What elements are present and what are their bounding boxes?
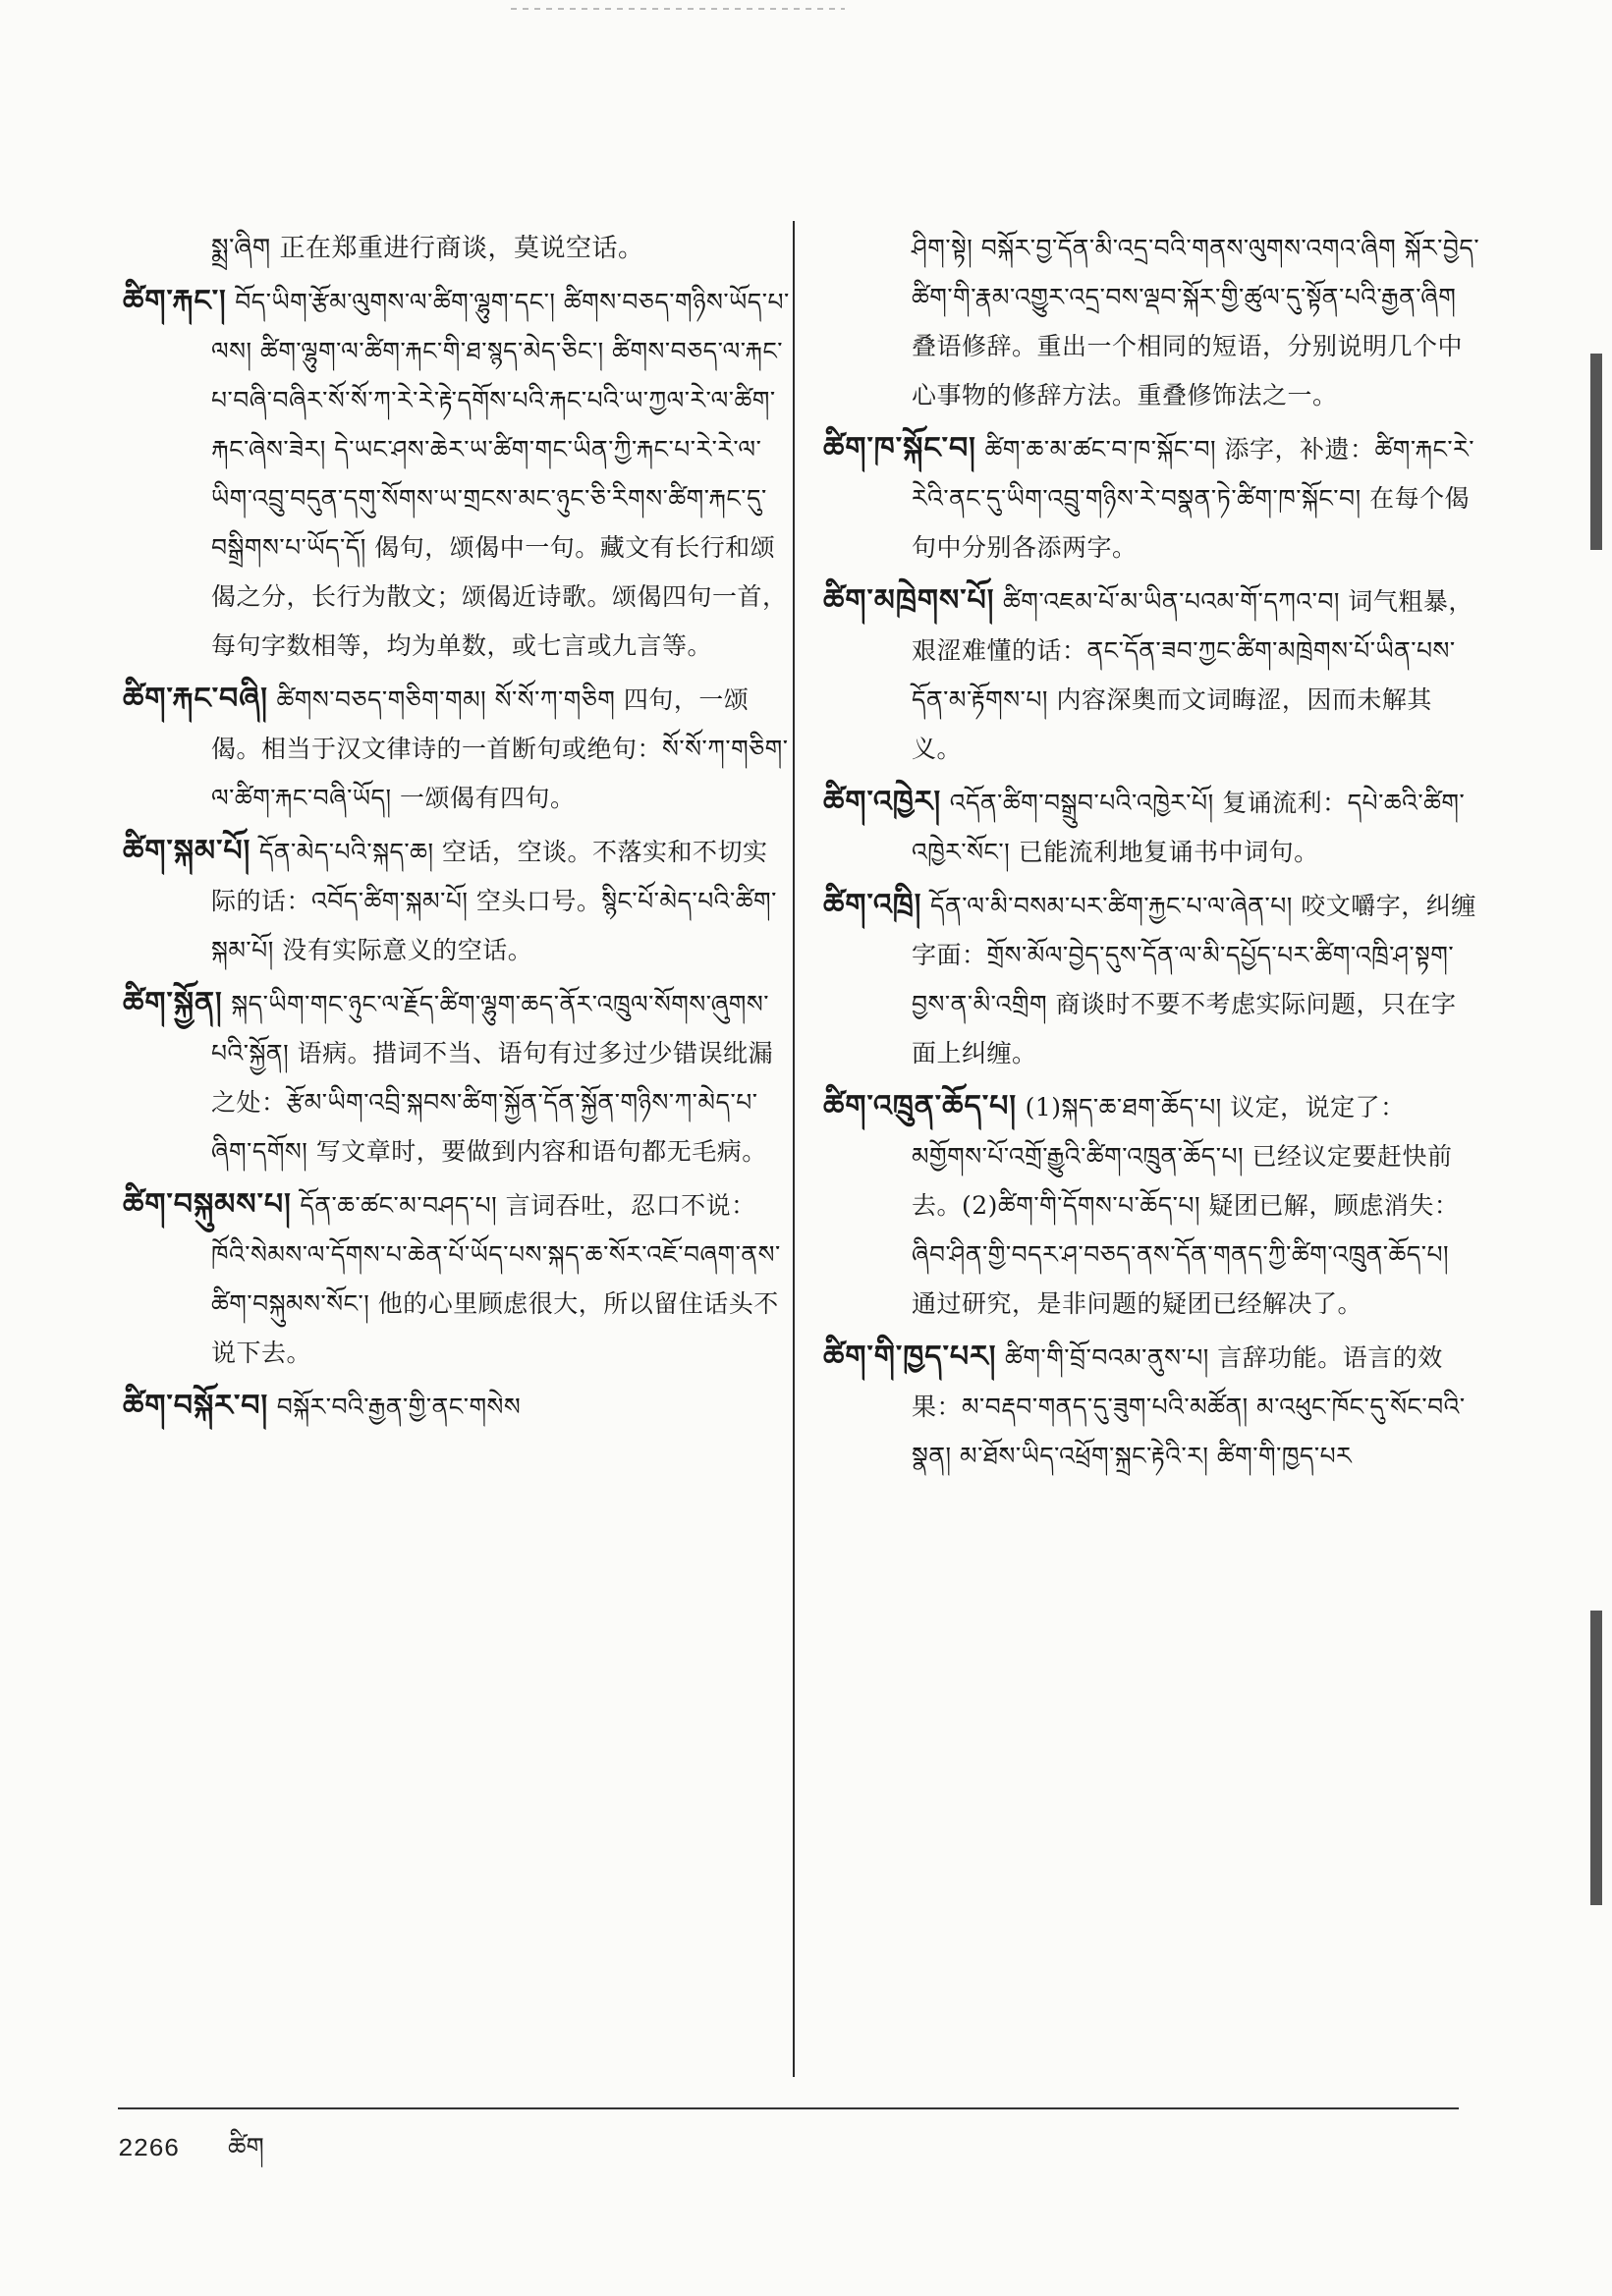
dictionary-entry (823, 881, 1481, 1078)
entry-continuation: སྨྲ་ཞིག 正在郑重进行商谈，莫说空话。 (211, 234, 644, 263)
edge-mark (1590, 354, 1602, 550)
entry-headword: ཚིག་རྐང་། (123, 284, 227, 318)
dictionary-entry (123, 1382, 791, 1432)
page-footer (118, 2119, 298, 2191)
entry-definition: དོན་ལ་མི་བསམ་པར་ཚིག་རྐྱང་པ་ལ་ཞེན་པ། 咬文嚼字，纠缠字面：གྲོས་མོལ་བྱེད་དུས་དོན་ལ་མི་དཔྱོད་པར་ཚིག་འཁྲི་ཤ་སྟག་བྱས་ན་མི་འགྲིག 商谈时不要不考虑实际问题，只在字面上纠缠。 (912, 892, 1476, 1067)
left-column (123, 224, 791, 2090)
dictionary-entry (123, 979, 791, 1176)
entry-definition: དོན་ཆ་ཚང་མ་བཤད་པ། 言词吞吐，忍口不说：ཁོའི་སེམས་ལ་དོགས་པ་ཆེན་པོ་ཡོད་པས་སྐད་ཆ་སོར་འཇོ་བཞག་ནས་ཚིག་བསྐུམས་སོང་། 他的心里顾虑很大，所以留住话头不说下去。 (211, 1191, 781, 1367)
entry-headword: ཚིག་སྐམ་པོ། (123, 834, 251, 868)
dictionary-entry (823, 424, 1481, 573)
entry-definition: འདོན་ཚིག་བསྒྲུབ་པའི་འཁྱེར་པོ། 复诵流利：དཔེ་ཆའི་ཚིག་འཁྱེར་སོང་། 已能流利地复诵书中词句。 (912, 789, 1466, 866)
entry-definition: བོད་ཡིག་རྩོམ་ལུགས་ལ་ཚིག་ལྷུག་དང་། ཚིགས་བཅད་གཉིས་ཡོད་པ་ལས། ཚིག་ལྷུག་ལ་ཚིག་རྐང་གི་ཐ་སྙད་མེད་ཅིང་། ཚིགས་བཅད་ལ་རྐང་པ་བཞི་བཞིར་སོ་སོ་ཀ་རེ་རེ་རྟེ་དགོས་པའི་རྐང་པའི་ཡ་ཀྱལ་རེ་ལ་ཚིག་རྐང་ཞེས་ཟེར། དེ་ཡང་ཤས་ཆེར་ཡ་ཚིག་གང་ཡིན་ཀྱི་རྐང་པ་རེ་རེ་ལ་ཡིག་འབྲུ་བདུན་དགུ་སོགས་ཡ་གྲངས་མང་ཉུང་ཅི་རིགས་ཚིག་རྐང་དུ་བསྒྲིགས་པ་ཡོད་དོ། 偈句，颂偈中一句。藏文有长行和颂偈之分，长行为散文；颂偈近诗歌。颂偈四句一首，每句字数相等，均为单数，或七言或九言等。 (211, 288, 790, 660)
dictionary-entry (123, 675, 791, 823)
dictionary-entry (123, 827, 791, 975)
dictionary-entry (123, 277, 791, 671)
page-number: 2266 (118, 2134, 180, 2163)
entry-headword: ཚིག་རྐང་བཞི། (123, 682, 268, 716)
dictionary-entry (123, 1180, 791, 1378)
scan-artifact (511, 8, 845, 10)
entry-headword: ཚིག་སྐྱོན། (123, 986, 223, 1020)
entry-headword: ཚིག་གི་ཁྱད་པར། (823, 1339, 997, 1374)
entry-definition: ཚིག་འཇམ་པོ་མ་ཡིན་པའམ་གོ་དཀའ་བ། 词气粗暴，艰涩难懂的话：ནང་དོན་ཟབ་ཀྱང་ཚིག་མཁྲེགས་པོ་ཡིན་པས་དོན་མ་རྟོགས་པ། 内容深奥而文词晦涩，因而未解其义。 (912, 587, 1473, 763)
entry-definition: ཚིག་གི་བྲོ་བའམ་ནུས་པ། 言辞功能。语言的效果：མ་བརྡབ་གནད་དུ་ཟུག་པའི་མཚོན། མ་འཕུང་ཁོང་དུ་སོང་བའི་སྣན། མ་ཐོས་ཡིད་འཕྲོག་སྐྲང་རྟེའི་ར། ཚིག་གི་ཁྱད་པར (912, 1343, 1466, 1470)
entry-headword: ཚིག་འཁྲི། (823, 888, 922, 922)
entry-headword: ཚིག་འཁྲུན་ཆོད་པ། (823, 1089, 1018, 1123)
entry-headword: ཚིག་བསྐོར་བ། (123, 1389, 269, 1423)
edge-mark (1590, 1611, 1602, 1905)
entry-definition: ཚིགས་བཅད་གཅིག་གམ། སོ་སོ་ཀ་གཅིག 四句，一颂偈。相当于汉文律诗的一首断句或绝句：སོ་སོ་ཀ་གཅིག་ལ་ཚིག་རྐང་བཞི་ཡོད། 一颂偈有四句。 (211, 685, 789, 812)
entry-definition: དོན་མེད་པའི་སྐད་ཆ། 空话，空谈。不落实和不切实际的话：འབོད་ཚིག་སྐམ་པོ། 空头口号。སྙིང་པོ་མེད་པའི་ཚིག་སྐམ་པོ། 没有实际意义的空话。 (211, 838, 777, 964)
entry-headword: ཚིག་འཁྱེར། (823, 785, 942, 819)
entry-headword: ཚིག་བསྐུམས་པ། (123, 1187, 292, 1222)
running-head: ཚིག (228, 2134, 264, 2163)
entry-definition: སྐད་ཡིག་གང་ཉུང་ལ་རྗོད་ཚིག་ལྷུག་ཆད་ནོར་འཁྲུལ་སོགས་ཞུགས་པའི་སྐྱོན། 语病。措词不当、语句有过多过少错误纰漏之处：རྩོམ་ཡིག་འབྲི་སྐབས་ཚིག་སྐྱོན་དོན་སྐྱོན་གཉིས་ཀ་མེད་པ་ཞིག་དགོས། 写文章时，要做到内容和语句都无毛病。 (211, 990, 774, 1166)
scan-edge-marks (1583, 0, 1612, 2296)
footer-rule (118, 2107, 1459, 2109)
entry-continuation: ཤིག་སྟེ། བསྐོར་བྱ་དོན་མི་འདྲ་བའི་གནས་ལུགས་འགའ་ཞིག སྐོར་བྱེད་ཚིག་གི་རྣམ་འགྱུར་འདྲ་བས་ལྡབ་སྐོར་གྱི་ཚུལ་དུ་སྟོན་པའི་རྒྱན་ཞིག 叠语修辞。重出一个相同的短语，分别说明几个中心事物的修辞方法。重叠修饰法之一。 (912, 234, 1480, 410)
entry-definition: (1)སྐད་ཆ་ཐག་ཆོད་པ། 议定，说定了：མགྱོགས་པོ་འགྲོ་རྒྱུའི་ཚིག་འཁྲུན་ཆོད་པ། 已经议定要赶快前去。(2)ཚིག་གི་དོགས་པ་ཆོད་པ། 疑团已解，顾虑消失：ཞིབ་ཤིན་གྱི་བདར་ཤ་བཅད་ནས་དོན་གནད་ཀྱི་ཚིག་འཁྲུན་ཆོད་པ། 通过研究，是非问题的疑团已经解决了。 (912, 1093, 1460, 1318)
dictionary-entry (823, 778, 1481, 877)
right-column (823, 224, 1481, 2090)
entry-headword: ཚིག་ཁ་སྐོང་བ། (823, 431, 976, 465)
dictionary-entry (823, 1333, 1481, 1481)
dictionary-entry (823, 1082, 1481, 1329)
entry-definition: བསྐོར་བའི་རྒྱན་གྱི་ནང་གསེས (276, 1393, 522, 1421)
column-divider (793, 221, 795, 2077)
entry-headword: ཚིག་མཁྲེགས་པོ། (823, 583, 995, 618)
dictionary-entry (823, 576, 1481, 774)
entry-definition: ཚིག་ཆ་མ་ཚང་བ་ཁ་སྐོང་བ། 添字，补遗：ཚིག་རྐང་རེ་རེའི་ནང་དུ་ཡིག་འབྲུ་གཉིས་རེ་བསྣན་ཏེ་ཚིག་ཁ་སྐོང་བ། 在每个偈句中分别各添两字。 (912, 435, 1475, 562)
